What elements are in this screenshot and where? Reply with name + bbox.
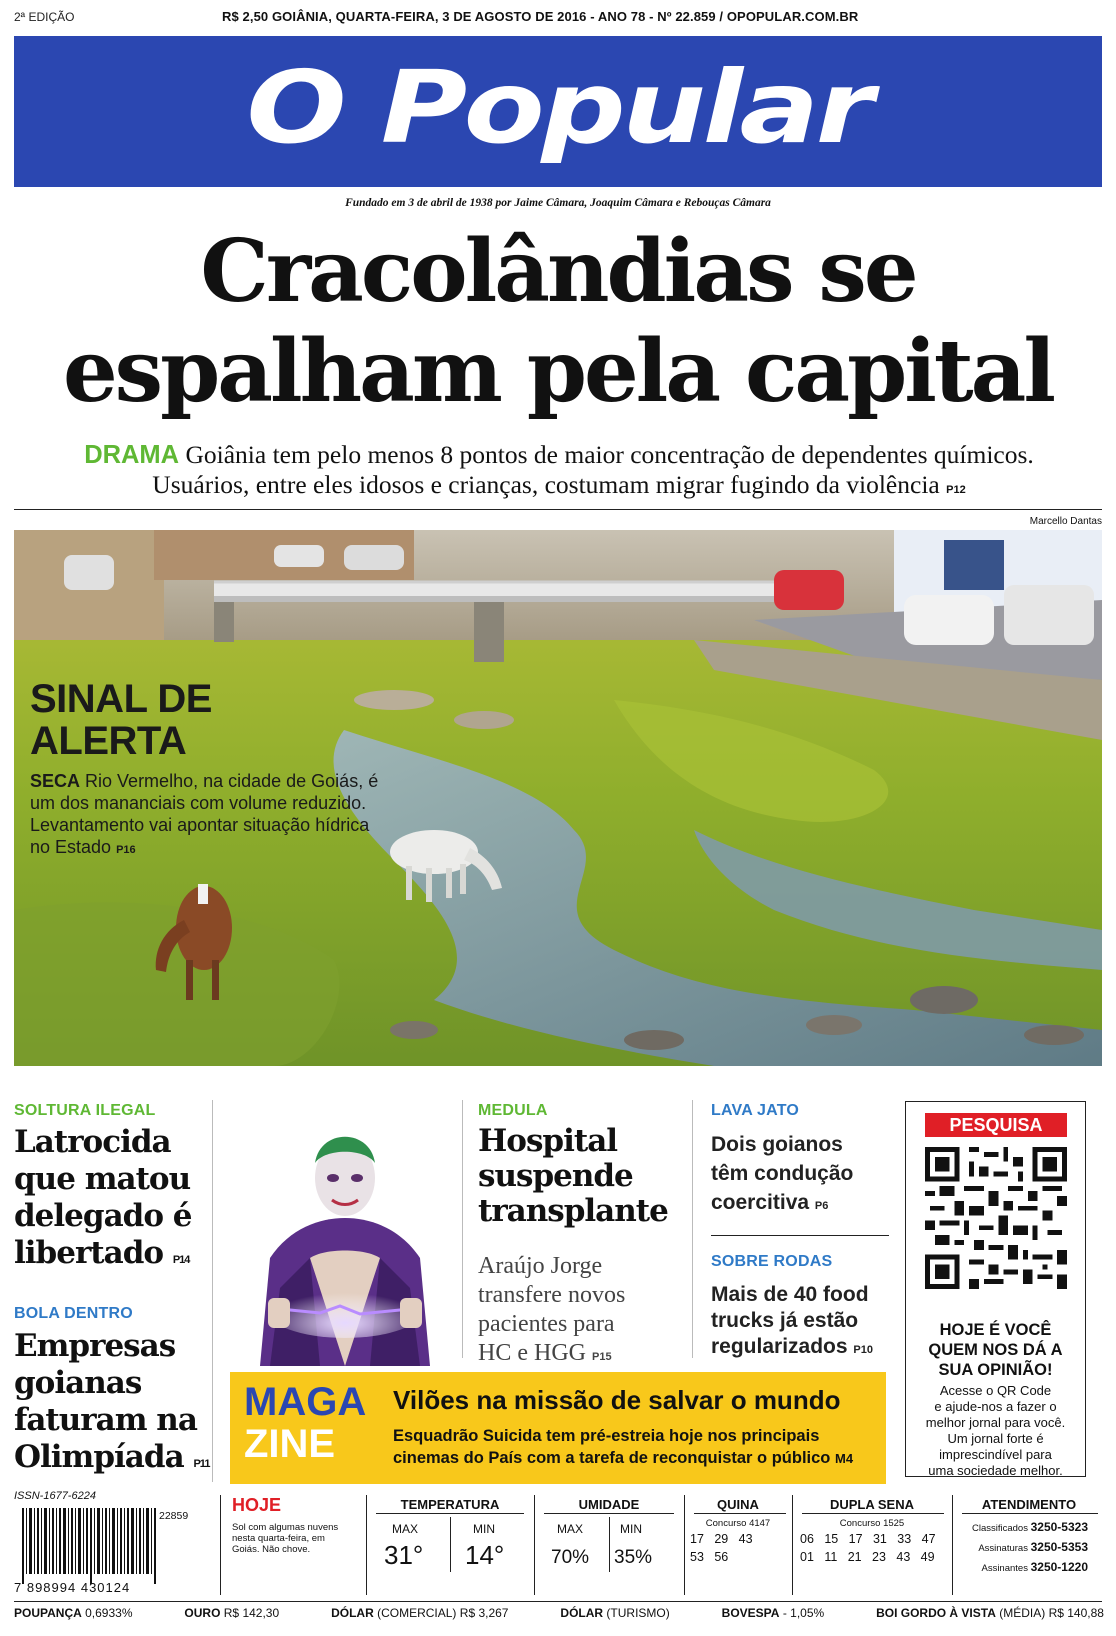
ticker-ouro: OURO R$ 142,30 bbox=[184, 1606, 280, 1620]
lead-page-ref: P12 bbox=[946, 484, 966, 496]
joker-illustration bbox=[240, 1108, 450, 1366]
joker-photo[interactable] bbox=[240, 1108, 450, 1366]
lead-deck bbox=[14, 440, 1104, 505]
column-divider bbox=[462, 1100, 463, 1358]
sobrerodas-page-ref: P10 bbox=[853, 1344, 873, 1356]
headline-line: Latrocida bbox=[14, 1124, 171, 1160]
dupla-concurso: Concurso 1525 bbox=[839, 1518, 905, 1529]
divider bbox=[14, 509, 1102, 510]
headline-line: que matou bbox=[14, 1161, 191, 1197]
photo-caption-text: Rio Vermelho, na cidade de Goiás, é um dos mananciais com volume reduzido. Levantamento vai apontar situação hídrica no Estado bbox=[30, 771, 379, 857]
headline-line: goianas bbox=[14, 1365, 142, 1401]
text-line: Sol com algumas nuvens bbox=[232, 1522, 339, 1533]
magazine-logo bbox=[244, 1381, 366, 1465]
headline-line: suspende bbox=[478, 1158, 633, 1194]
quina-numbers-row-2: 53 56 bbox=[690, 1550, 729, 1564]
text-line: Acesse o QR Code bbox=[939, 1383, 1052, 1398]
column-divider bbox=[692, 1100, 693, 1358]
lavajato-page-ref: P6 bbox=[814, 1200, 829, 1212]
divider bbox=[962, 1513, 1098, 1514]
headline-line: Dois goianos bbox=[711, 1133, 843, 1156]
lead-kicker: DRAMA bbox=[84, 441, 180, 469]
medula-kicker: MEDULA bbox=[478, 1102, 548, 1119]
temp-min-label: MIN bbox=[473, 1522, 495, 1536]
lead-deck-line-2: Usuários, entre eles idosos e crianças, costumam migrar fugindo da violência bbox=[152, 470, 940, 499]
ticker-dolar-turismo: DÓLAR (TURISMO) bbox=[560, 1606, 670, 1620]
lead-headline-line-2: espalham pela capital bbox=[62, 321, 1054, 422]
lead-deck-line-1: Goiânia tem pelo menos 8 pontos de maior concentração de dependentes químicos. bbox=[185, 440, 1034, 469]
subhead-line: cinemas do País com a tarefa de reconquistar o público bbox=[393, 1449, 831, 1467]
magazine-subhead bbox=[393, 1425, 873, 1470]
barcode-digits: 7 898994 430124 bbox=[14, 1580, 131, 1595]
dateline: R$ 2,50 GOIÂNIA, QUARTA-FEIRA, 3 DE AGOSTO DE 2016 - ANO 78 - Nº 22.859 / OPOPULAR.COM.BR bbox=[222, 9, 859, 24]
bola-page-ref: P11 bbox=[193, 1458, 210, 1470]
ticker-bovespa: BOVESPA - 1,05% bbox=[721, 1606, 825, 1620]
temp-title: TEMPERATURA bbox=[400, 1497, 500, 1512]
quina-concurso: Concurso 4147 bbox=[705, 1518, 771, 1529]
ticker-boi-gordo: BOI GORDO À VISTA (MÉDIA) R$ 140,88 bbox=[876, 1606, 1104, 1620]
masthead-logo: O Popular bbox=[246, 48, 870, 166]
dupla-numbers-row-1: 06 15 17 31 33 47 bbox=[800, 1532, 936, 1546]
headline-line: faturam na bbox=[14, 1402, 197, 1438]
umid-max-label: MAX bbox=[557, 1522, 584, 1536]
bola-headline[interactable] bbox=[14, 1328, 209, 1483]
pesquisa-label: PESQUISA bbox=[925, 1113, 1067, 1137]
headline-line: trucks já estão bbox=[711, 1309, 859, 1332]
subhead-line: pacientes para bbox=[478, 1311, 615, 1337]
question-line: SUA OPINIÃO! bbox=[938, 1361, 1053, 1379]
soltura-headline[interactable] bbox=[14, 1124, 192, 1279]
atend-number[interactable]: 3250-5353 bbox=[1030, 1540, 1088, 1554]
edition-label: 2ª EDIÇÃO bbox=[14, 10, 75, 24]
soltura-kicker: SOLTURA ILEGAL bbox=[14, 1102, 156, 1119]
umid-title: UMIDADE bbox=[578, 1497, 640, 1512]
divider bbox=[802, 1513, 944, 1514]
subhead-line: Esquadrão Suicida tem pré-estreia hoje nos principais bbox=[393, 1427, 820, 1445]
issn: ISSN-1677-6224 bbox=[14, 1490, 96, 1502]
text-line: Um jornal forte é bbox=[947, 1431, 1044, 1446]
divider bbox=[609, 1517, 610, 1572]
hoje-title: HOJE bbox=[232, 1495, 282, 1515]
founded-line: Fundado em 3 de abril de 1938 por Jaime Câmara, Joaquim Câmara e Rebouças Câmara bbox=[345, 197, 771, 209]
bola-kicker: BOLA DENTRO bbox=[14, 1305, 133, 1322]
dupla-title: DUPLA SENA bbox=[829, 1497, 915, 1512]
masthead[interactable] bbox=[14, 36, 1102, 187]
text-line: melhor jornal para você. bbox=[925, 1415, 1066, 1430]
photo-caption bbox=[30, 770, 390, 861]
photo-page-ref: P16 bbox=[116, 844, 136, 856]
divider bbox=[711, 1235, 889, 1236]
qr-code[interactable] bbox=[925, 1147, 1067, 1289]
medula-headline[interactable] bbox=[478, 1124, 668, 1229]
sobrerodas-kicker: SOBRE RODAS bbox=[711, 1253, 833, 1270]
umid-min-label: MIN bbox=[620, 1522, 642, 1536]
lavajato-headline[interactable] bbox=[711, 1130, 853, 1221]
headline-line: Empresas bbox=[14, 1328, 176, 1364]
text-line: nesta quarta-feira, em bbox=[232, 1533, 325, 1544]
sobrerodas-headline[interactable] bbox=[711, 1282, 873, 1363]
soltura-page-ref: P14 bbox=[172, 1254, 190, 1266]
qr-code-icon bbox=[925, 1147, 1067, 1289]
text-line: uma sociedade melhor. bbox=[928, 1463, 1063, 1478]
photo-title-line-2: ALERTA bbox=[30, 719, 187, 763]
magazine-logo-line-1: MAGA bbox=[244, 1380, 367, 1424]
divider bbox=[14, 1601, 1102, 1602]
dupla-numbers-row-2: 01 11 21 23 43 49 bbox=[800, 1550, 935, 1564]
subhead-line: Araújo Jorge bbox=[478, 1253, 603, 1279]
temp-min-value: 14° bbox=[465, 1540, 505, 1570]
divider bbox=[544, 1513, 674, 1514]
pesquisa-text bbox=[905, 1383, 1086, 1479]
headline-line: Mais de 40 food bbox=[711, 1283, 869, 1306]
divider bbox=[450, 1517, 451, 1572]
lead-headline[interactable] bbox=[0, 222, 1116, 422]
photo-title-line-1: SINAL DE bbox=[30, 677, 212, 721]
magazine-page-ref: M4 bbox=[834, 1451, 854, 1466]
divider bbox=[376, 1513, 524, 1514]
subhead-line: HC e HGG bbox=[478, 1340, 586, 1366]
atend-number[interactable]: 3250-5323 bbox=[1030, 1520, 1088, 1534]
magazine-logo-line-2: ZINE bbox=[244, 1422, 336, 1466]
atend-title: ATENDIMENTO bbox=[981, 1497, 1077, 1512]
headline-line: regularizados bbox=[711, 1335, 848, 1358]
pesquisa-question bbox=[905, 1320, 1086, 1380]
question-line: HOJE É VOCÊ bbox=[939, 1321, 1052, 1339]
column-divider bbox=[366, 1495, 367, 1595]
text-line: imprescindível para bbox=[939, 1447, 1052, 1462]
column-divider bbox=[212, 1100, 213, 1482]
medula-subhead bbox=[478, 1252, 625, 1372]
headline-line: coercitiva bbox=[711, 1191, 810, 1214]
text-line: e ajude-nos a fazer o bbox=[934, 1399, 1057, 1414]
headline-line: libertado bbox=[14, 1235, 164, 1271]
photo-kicker: SECA bbox=[30, 771, 81, 791]
atend-list bbox=[963, 1518, 1088, 1578]
atend-label: Assinantes bbox=[981, 1563, 1028, 1574]
lavajato-kicker: LAVA JATO bbox=[711, 1102, 800, 1119]
lead-headline-line-1: Cracolândias se bbox=[200, 221, 916, 322]
hoje-text bbox=[232, 1522, 338, 1555]
subhead-line: transfere novos bbox=[478, 1282, 626, 1308]
magazine-headline: Vilões na missão de salvar o mundo bbox=[393, 1385, 841, 1415]
ticker-dolar-comercial: DÓLAR (COMERCIAL) R$ 3,267 bbox=[331, 1606, 509, 1620]
column-divider bbox=[220, 1495, 221, 1595]
ticker-poupanca: POUPANÇA 0,6933% bbox=[14, 1606, 133, 1620]
barcode-issue: 22859 bbox=[159, 1510, 189, 1522]
umid-max-value: 70% bbox=[551, 1547, 590, 1568]
atend-number[interactable]: 3250-1220 bbox=[1030, 1560, 1088, 1574]
text-line: Goiás. Não chove. bbox=[232, 1544, 311, 1555]
column-divider bbox=[952, 1495, 953, 1595]
quina-numbers-row-1: 17 29 43 bbox=[690, 1532, 753, 1546]
market-ticker bbox=[14, 1606, 1104, 1620]
headline-line: Hospital bbox=[478, 1123, 618, 1159]
temp-max-label: MAX bbox=[392, 1522, 419, 1536]
headline-line: têm condução bbox=[711, 1162, 854, 1185]
photo-credit: Marcello Dantas bbox=[1029, 516, 1102, 527]
umid-min-value: 35% bbox=[614, 1547, 653, 1568]
column-divider bbox=[534, 1495, 535, 1595]
atend-label: Classificados bbox=[972, 1523, 1028, 1534]
headline-line: Olimpíada bbox=[14, 1439, 184, 1475]
quina-title: QUINA bbox=[717, 1497, 759, 1512]
headline-line: transplante bbox=[478, 1193, 668, 1229]
atend-label: Assinaturas bbox=[978, 1543, 1028, 1554]
question-line: QUEM NOS DÁ A bbox=[928, 1341, 1063, 1359]
headline-line: delegado é bbox=[14, 1198, 192, 1234]
medula-page-ref: P15 bbox=[592, 1351, 612, 1363]
temp-max-value: 31° bbox=[384, 1540, 424, 1570]
divider bbox=[694, 1513, 786, 1514]
photo-title[interactable] bbox=[30, 678, 212, 762]
